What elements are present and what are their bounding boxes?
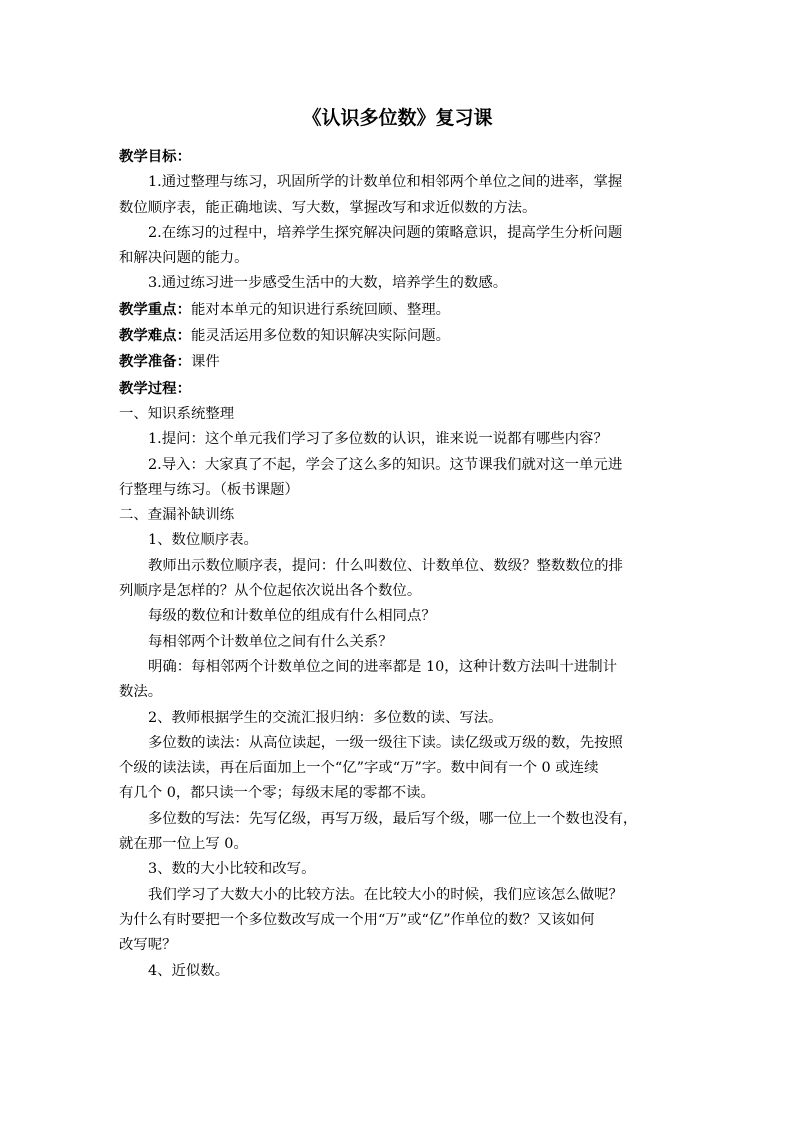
text-line xyxy=(119,933,676,958)
line-text: 1.通过整理与练习，巩固所学的计数单位和相邻两个单位之间的进率，掌握 xyxy=(148,174,623,191)
text-line xyxy=(119,883,676,908)
document-title: 《认识多位数》复习课 xyxy=(302,107,493,129)
line-text: 1、数位顺序表。 xyxy=(148,532,258,549)
text-line xyxy=(119,478,676,503)
text-line xyxy=(119,246,676,271)
line-text: 列顺序是怎样的？从个位起依次说出各个数位。 xyxy=(119,583,422,600)
text-line xyxy=(119,781,676,806)
text-line xyxy=(119,756,676,781)
line-text: 为什么有时要把一个多位数改写成一个用“万”或“亿”作单位的数？又该如何 xyxy=(119,911,595,928)
document-body xyxy=(119,144,676,984)
text-line xyxy=(119,170,676,195)
text-line xyxy=(119,528,676,553)
text-line xyxy=(119,554,676,579)
text-line xyxy=(119,376,676,402)
text-line xyxy=(119,604,676,629)
text-line xyxy=(119,349,676,375)
line-text: 课件 xyxy=(190,354,220,371)
line-text: 二、查漏补缺训练 xyxy=(119,507,235,524)
text-line xyxy=(119,427,676,452)
line-text: 能灵活运用多位数的知识解决实际问题。 xyxy=(190,328,451,345)
text-line xyxy=(119,453,676,478)
line-text: 能对本单元的知识进行系统回顾、整理。 xyxy=(190,301,451,318)
text-line xyxy=(119,807,676,832)
line-text: 有几个 0，都只读一个零；每级末尾的零都不读。 xyxy=(119,785,435,802)
section-label: 教学目标： xyxy=(119,148,191,165)
line-text: 多位数的读法：从高位读起，一级一级往下读。读亿级或万级的数，先按照 xyxy=(148,734,623,751)
text-line xyxy=(119,503,676,528)
line-text: 2、教师根据学生的交流汇报归纳：多位数的读、写法。 xyxy=(148,709,503,726)
text-line xyxy=(119,144,676,170)
text-line xyxy=(119,731,676,756)
line-text: 和解决问题的能力。 xyxy=(119,250,249,267)
text-line xyxy=(119,196,676,221)
line-text: 数法。 xyxy=(119,684,163,701)
text-line xyxy=(119,680,676,705)
section-label: 教学过程： xyxy=(119,379,191,397)
text-line xyxy=(119,706,676,731)
text-line xyxy=(119,857,676,882)
line-text: 每级的数位和计数单位的组成有什么相同点？ xyxy=(148,608,436,625)
section-label: 教学难点： xyxy=(119,327,191,345)
line-text: 行整理与练习。（板书课题） xyxy=(119,481,299,498)
text-line xyxy=(119,579,676,604)
line-text: 明确：每相邻两个计数单位之间的进率都是 10，这种计数方法叫十进制计 xyxy=(148,658,617,675)
line-text: 每相邻两个计数单位之间有什么关系？ xyxy=(148,633,393,650)
line-text: 就在那一位上写 0。 xyxy=(119,836,248,853)
line-text: 一、知识系统整理 xyxy=(119,405,235,422)
line-text: 4、近似数。 xyxy=(148,962,230,979)
document-page xyxy=(119,104,676,984)
line-text: 1.提问：这个单元我们学习了多位数的认识，谁来说一说都有哪些内容？ xyxy=(148,431,608,448)
text-line xyxy=(119,402,676,427)
text-line xyxy=(119,655,676,680)
section-label: 教学准备： xyxy=(119,353,191,371)
section-label: 教学重点： xyxy=(119,300,191,318)
line-text: 2.导入：大家真了不起，学会了这么多的知识。这节课我们就对这一单元进 xyxy=(148,456,623,473)
line-text: 3.通过练习进一步感受生活中的大数，培养学生的数感。 xyxy=(148,275,508,292)
line-text: 3、数的大小比较和改写。 xyxy=(148,861,316,878)
line-text: 个级的读法读，再在后面加上一个“亿”字或“万”字。数中间有一个 0 或连续 xyxy=(119,760,599,777)
text-line xyxy=(119,297,676,323)
line-text: 我们学习了大数大小的比较方法。在比较大小的时候，我们应该怎么做呢？ xyxy=(148,886,623,903)
line-text: 多位数的写法：先写亿级，再写万级，最后写个级，哪一位上一个数也没有， xyxy=(148,810,638,827)
line-text: 改写呢？ xyxy=(119,937,177,954)
line-text: 2.在练习的过程中，培养学生探究解决问题的策略意识，提高学生分析问题 xyxy=(148,224,623,241)
text-line xyxy=(119,271,676,296)
text-line xyxy=(119,323,676,349)
text-line xyxy=(119,630,676,655)
line-text: 数位顺序表，能正确地读、写大数，掌握改写和求近似数的方法。 xyxy=(119,199,537,216)
text-line xyxy=(119,959,676,984)
text-line xyxy=(119,832,676,857)
line-text: 教师出示数位顺序表，提问：什么叫数位、计数单位、数级？整数数位的排 xyxy=(148,557,623,574)
text-line xyxy=(119,908,676,933)
text-line xyxy=(119,221,676,246)
